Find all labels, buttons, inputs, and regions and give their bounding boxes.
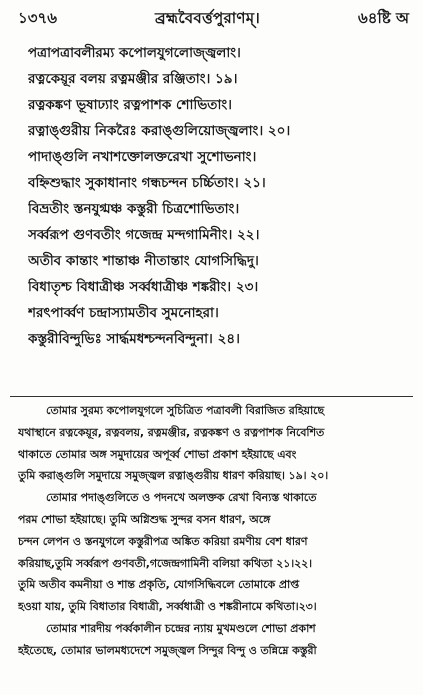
sanskrit-verses [28,40,413,352]
commentary-line: যথাস্থানে রত্নকেয়ূর, রত্নবলয়, রত্নমঞ্জীর, রত্নকঙ্কণ ও রত্নপাশক নিবেশিত [18,425,325,439]
commentary-line: চন্দন লেপন ও স্তনযুগলে কস্তুরীপত্র অঙ্কিত করিয়া রমণীয় বেশ ধারণ [18,534,308,548]
verse-line: সর্ব্বরূপ গুণবতীং গজেন্দ্র মন্দগামিনীং। ২২। [28,227,260,243]
chapter-label: ৬৪ষ্টি অ [358,8,409,27]
page-header [18,6,409,32]
section-divider [10,396,413,397]
running-title: ব্রহ্মবৈবর্ত্তপুরাণম্। [154,8,261,27]
commentary-line: তোমার সুরম্য কপোলযুগলে সুচিত্রিত পত্রাবলী বিরাজিত রহিয়াছে [46,404,325,417]
verse-line: অতীব কান্তাং শান্তাঞ্চ নীতান্তাং যোগসিদ্ধিদু। [28,253,259,269]
verse-line: রত্নকেয়ূর বলয় রত্নমঞ্জীর রঞ্জিতাং। ১৯। [28,71,238,87]
verse-line: রত্নাঙ্গুরীয় নিকরৈঃ করাঙ্গুলিয়োজ্জ্বলাং। ২০। [28,123,291,139]
verse-line: রত্নকঙ্কণ ভূষাঢ্যাং রত্নপাশক শোভিতাং। [28,97,232,113]
verse-line: বিভ্রতীং স্তনযুগ্মঞ্চ কস্তুরী চিত্রশোভিতাং। [28,201,240,217]
commentary-line: তুমি অতীব কমনীয়া ও শান্ত প্রকৃতি, যোগসিদ্ধিবলে তোমাকে প্রাপ্ত [18,578,300,592]
page-number: ১৩৭৬ [18,8,57,27]
verse-line: বহ্নিশুদ্ধাং সুকাধানাং গন্ধচন্দন চর্চ্চিতাং। ২১। [28,175,266,191]
verse-line: পাদাঙ্গুলি নখাশক্তোলক্তরেখা সুশোভনাং। [28,149,257,165]
commentary-line: থাকাতে তোমার অঙ্গ সমুদায়ের অপূর্ব্ব শোভা প্রকাশ হইয়াছে এবং [18,447,297,461]
bengali-commentary [18,400,415,662]
commentary-line: তোমার পদাঙ্গুলিতে ও পদনখে অলক্তক রেখা বিন্যস্ত থাকাতে [46,491,317,505]
verse-line: বিধাতৃশ্চ বিধাত্রীঞ্চ সর্ব্বধাত্রীঞ্চ শঙ্করীং। ২৩। [28,279,259,295]
commentary-line: হওয়া যায়, তুমি বিধাতার বিধাত্রী, সর্ব্বধাত্রী ও শঙ্করীনামে কথিতা।২৩। [18,600,317,614]
commentary-line: করিয়াছ,তুমি সর্ব্বরূপ গুণবতী,গজেন্দ্রগামিনী বলিয়া কথিতা ২১।২২। [18,556,313,570]
commentary-line: হইতেছে, তোমার ভালমধ্যদেশে সমুজ্জ্বল সিন্দুর বিন্দু ও তন্নিম্নে কস্তুরী [18,643,317,657]
commentary-line: তোমার শারদীয় পর্ব্বকালীন চন্দ্রের ন্যায় মুখমণ্ডলে শোভা প্রকাশ [46,621,316,635]
verse-line: কস্তুরীবিন্দুভিঃ সার্দ্ধমধশ্চন্দনবিন্দুনা। ২৪। [28,331,240,347]
commentary-line: পরম শোভা হইয়াছে। তুমি অগ্নিশুদ্ধ সুন্দর বসন ধারণ, অঙ্গে [18,512,271,526]
commentary-line: তুমি করাঙ্গুলি সমুদায়ে সমুজ্জ্বল রত্নাঙ্গুরীয় ধারণ করিয়াছ। ১৯। ২০। [18,469,329,483]
verse-line: শরৎপার্ব্বণ চন্দ্রাস্যামতীব সুমনোহরা। [28,305,219,321]
verse-line: পত্রাপত্রাবলীরম্য কপোলযুগলোজ্জ্বলাং। [28,45,241,61]
